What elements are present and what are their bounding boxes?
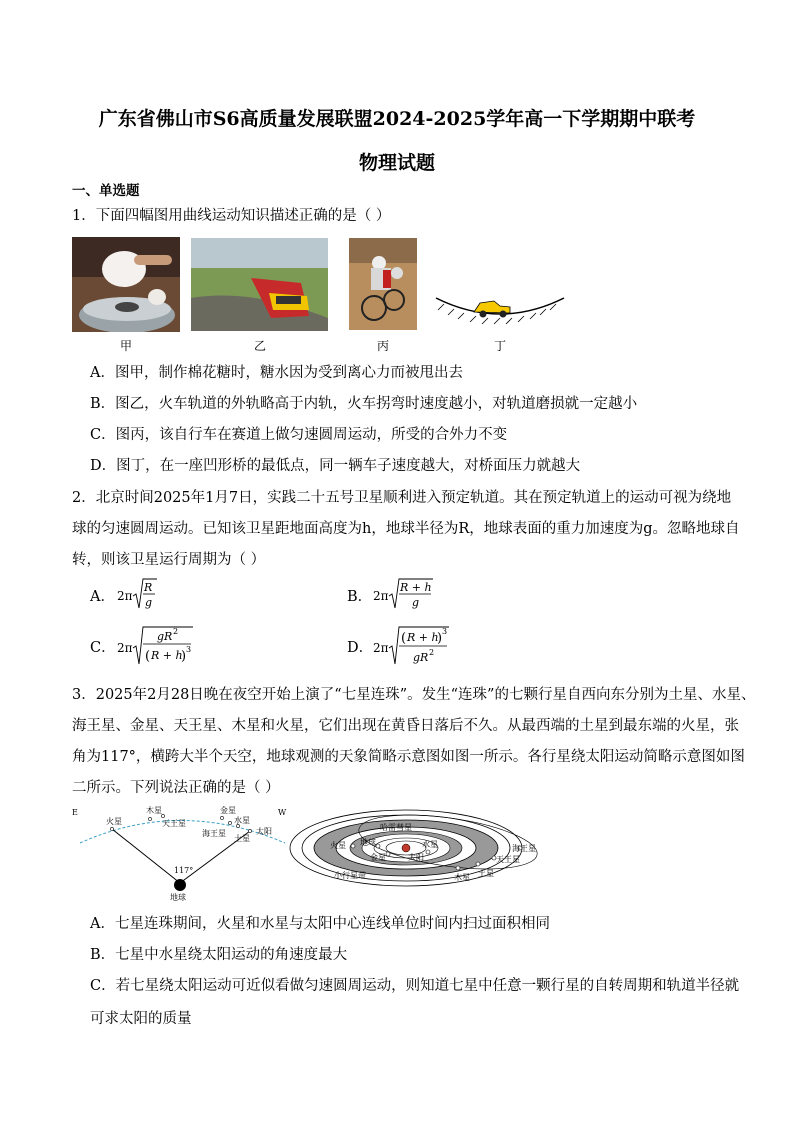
svg-text:2π: 2π	[373, 641, 389, 655]
q1-option-d: D．图丁，在一座凹形桥的最低点，同一辆车子速度越大，对桥面压力就越大	[90, 458, 581, 474]
solar-asteroid-label: 小行星带	[334, 871, 366, 880]
sky-e-label: E	[72, 808, 78, 817]
q2-option-b-formula	[373, 576, 439, 612]
svg-text:(: (	[401, 631, 407, 646]
svg-text:2π: 2π	[373, 589, 389, 603]
q1-option-a: A．图甲，制作棉花糖时，糖水因为受到离心力而被甩出去	[90, 365, 463, 381]
q1-option-b: B．图乙，火车轨道的外轨略高于内轨，火车拐弯时速度越小，对轨道磨损就一定越小	[90, 396, 638, 412]
solar-earth-label: 地球	[360, 838, 376, 847]
svg-text:R + h: R + h	[151, 649, 183, 662]
solar-halley-label: 哈雷彗星	[380, 823, 412, 832]
concave-bridge-diagram	[434, 292, 566, 328]
svg-text:2: 2	[173, 627, 179, 636]
sky-sun-label: 太阳	[256, 827, 272, 836]
solar-uranus-label: 天王星	[496, 855, 520, 864]
q3-line2: 海王星、金星、天王星、木星和火星，它们出现在黄昏日落后不久。从最西端的土星到最东端的火星，张	[72, 718, 739, 734]
svg-text:2π: 2π	[117, 641, 133, 655]
sky-alignment-diagram	[70, 803, 295, 903]
q3-option-a: A．七星连珠期间，火星和水星与太阳中心连线单位时间内扫过面积相同	[90, 916, 550, 932]
svg-text:3: 3	[442, 627, 448, 636]
sky-venus-label: 金星	[220, 806, 236, 815]
solar-sun-label: 太阳	[408, 853, 424, 862]
solar-neptune-label: 海王星	[512, 844, 536, 853]
caption-bing: 丙	[376, 339, 389, 353]
svg-text:gR: gR	[413, 651, 429, 664]
q2-option-c-label: C．	[90, 640, 116, 656]
solar-venus-label: 金星	[370, 853, 386, 862]
cotton-candy-photo	[72, 237, 180, 332]
q2-option-a-label: A．	[90, 589, 115, 605]
q1-stem: 1．下面四幅图用曲线运动知识描述正确的是（ ）	[72, 208, 391, 224]
section-heading: 一、单选题	[72, 183, 140, 199]
caption-jia: 甲	[119, 339, 132, 353]
svg-text:): )	[437, 631, 443, 646]
sky-mars-label: 火星	[106, 817, 122, 826]
caption-yi: 乙	[253, 339, 266, 353]
svg-text:g: g	[145, 596, 153, 609]
q3-line4: 二所示。下列说法正确的是（ ）	[72, 780, 280, 796]
svg-text:): )	[181, 649, 187, 664]
q1-option-c: C．图丙，该自行车在赛道上做匀速圆周运动，所受的合外力不变	[90, 427, 508, 443]
q2-line2: 球的匀速圆周运动。已知该卫星距地面高度为h，地球半径为R，地球表面的重力加速度为g。忽略地球自	[72, 521, 740, 537]
sky-w-label: W	[278, 808, 287, 817]
solar-mars-label: 火星	[330, 841, 346, 850]
svg-text:2π: 2π	[117, 589, 133, 603]
q2-option-a-formula	[117, 576, 167, 612]
caption-ding: 丁	[493, 339, 506, 353]
sky-mercury-label: 水星	[234, 816, 250, 825]
sky-earth-label: 地球	[170, 893, 186, 902]
sky-uranus-label: 天王星	[162, 819, 186, 828]
q2-option-c-formula	[117, 624, 197, 668]
solar-jupiter-label: 木星	[454, 873, 470, 882]
solar-saturn-label: 土星	[478, 869, 494, 878]
q3-option-b: B．七星中水星绕太阳运动的角速度最大	[90, 947, 348, 963]
q2-line3: 转，则该卫星运行周期为（ ）	[72, 552, 266, 568]
q3-option-c: C．若七星绕太阳运动可近似看做匀速圆周运动，则知道七星中任意一颗行星的自转周期和轨道半径就	[90, 978, 740, 994]
sky-neptune-label: 海王星	[202, 829, 226, 838]
page-title: 广东省佛山市S6高质量发展联盟2024-2025学年高一下学期期中联考	[98, 108, 696, 130]
sky-jupiter-label: 木星	[146, 806, 162, 815]
sky-angle-label: 117°	[174, 866, 194, 875]
train-photo	[191, 238, 328, 331]
solar-system-diagram	[288, 806, 544, 888]
q3-line3: 角为117°，横跨大半个天空，地球观测的天象简略示意图如图一所示。各行星绕太阳运动简略示意图如图	[72, 749, 745, 765]
svg-text:R: R	[144, 581, 153, 594]
svg-text:g: g	[412, 596, 420, 609]
solar-mercury-label: 水星	[422, 840, 438, 849]
svg-text:R + h: R + h	[400, 581, 432, 594]
q2-option-d-label: D．	[347, 640, 374, 656]
q2-line1: 2．北京时间2025年1月7日，实践二十五号卫星顺利进入预定轨道。其在预定轨道上的运动可视为绕地	[72, 490, 732, 506]
q2-option-d-formula	[373, 624, 453, 668]
q2-option-b-label: B．	[347, 589, 373, 605]
q3-option-c-cont: 可求太阳的质量	[90, 1011, 192, 1027]
sky-saturn-label: 土星	[234, 834, 250, 843]
svg-text:2: 2	[429, 648, 435, 657]
q3-line1: 3．2025年2月28日晚在夜空开始上演了“七星连珠”。发生“连珠”的七颗行星自西向东分别为土星、水星、	[72, 687, 756, 703]
page-subtitle: 物理试题	[358, 152, 435, 174]
svg-text:(: (	[145, 649, 151, 664]
svg-text:R + h: R + h	[407, 631, 439, 644]
svg-text:gR: gR	[157, 630, 173, 643]
cyclists-photo	[349, 238, 417, 330]
svg-text:3: 3	[186, 645, 192, 654]
